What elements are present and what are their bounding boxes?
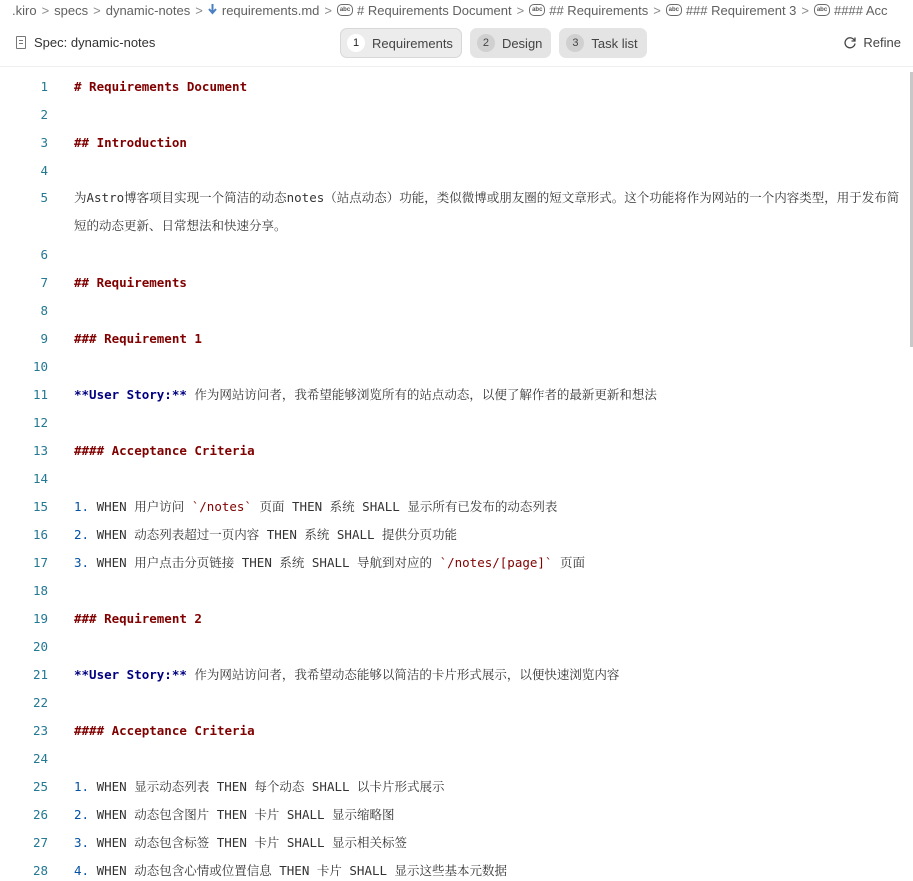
- markdown-heading: ### Requirement 2: [74, 610, 202, 626]
- line-number: 28: [32, 862, 48, 878]
- breadcrumb-label: #### Acc: [834, 2, 888, 18]
- editor-line[interactable]: [0, 604, 913, 632]
- spec-header: [0, 20, 913, 67]
- editor-line[interactable]: [0, 828, 913, 856]
- line-number: 13: [32, 442, 48, 458]
- breadcrumb-separator: >: [653, 2, 661, 18]
- symbol-string-icon: abc: [666, 4, 682, 16]
- breadcrumb: [0, 0, 913, 20]
- markdown-file-icon: [208, 4, 217, 16]
- line-content: [74, 553, 585, 571]
- breadcrumb-separator: >: [516, 2, 525, 18]
- breadcrumb-separator: >: [195, 2, 203, 18]
- tab-label: Design: [501, 35, 543, 51]
- spec-tabs: [340, 28, 647, 58]
- editor-line[interactable]: [0, 688, 913, 716]
- tab-number: 3: [566, 34, 584, 52]
- line-text: WHEN 动态列表超过一页内容 THEN 系统 SHALL 提供分页功能: [89, 527, 458, 542]
- line-content: [74, 184, 902, 240]
- tab-label: Task list: [591, 35, 638, 51]
- line-number: 24: [32, 750, 48, 766]
- refine-label: Refine: [863, 35, 901, 50]
- line-number: 7: [40, 274, 48, 290]
- list-marker: 1.: [74, 779, 90, 794]
- symbol-string-icon: abc: [529, 4, 545, 16]
- line-text: 作为网站访问者，我希望能够浏览所有的站点动态，以便了解作者的最新更新和想法: [186, 387, 657, 402]
- tab-task-list[interactable]: [559, 28, 646, 58]
- editor-line[interactable]: [0, 856, 913, 881]
- breadcrumb-label: requirements.md: [221, 2, 320, 18]
- breadcrumb-label: specs: [54, 2, 89, 18]
- breadcrumb-label: .kiro: [12, 2, 37, 18]
- tab-label: Requirements: [372, 35, 453, 51]
- breadcrumb-separator: >: [41, 2, 50, 18]
- line-number: 11: [32, 386, 48, 402]
- breadcrumb-separator: >: [324, 2, 332, 18]
- editor-line[interactable]: [0, 156, 913, 184]
- breadcrumb-item-requirements[interactable]: [529, 3, 648, 18]
- markdown-heading: # Requirements Document: [74, 78, 248, 94]
- editor-line[interactable]: [0, 660, 913, 688]
- bold-text: **User Story:**: [74, 667, 187, 682]
- spec-label: [16, 35, 155, 50]
- line-number: 26: [32, 806, 48, 822]
- line-text: 作为网站访问者，我希望动态能够以简洁的卡片形式展示，以便快速浏览内容: [186, 667, 620, 682]
- line-number: 9: [40, 330, 48, 346]
- editor-line[interactable]: [0, 744, 913, 772]
- list-marker: 4.: [74, 863, 90, 878]
- line-text: WHEN 动态包含图片 THEN 卡片 SHALL 显示缩略图: [89, 807, 395, 822]
- markdown-heading: ## Introduction: [74, 134, 187, 150]
- line-content: [74, 331, 202, 346]
- editor-line[interactable]: [0, 436, 913, 464]
- editor-line[interactable]: [0, 772, 913, 800]
- breadcrumb-item-kiro[interactable]: [12, 3, 37, 18]
- line-number: 17: [32, 554, 48, 570]
- document-icon: [16, 36, 26, 49]
- tab-number: 1: [347, 34, 365, 52]
- line-text: 页面: [552, 555, 585, 570]
- line-content: [74, 443, 255, 458]
- breadcrumb-item-requirements-md[interactable]: [208, 3, 320, 18]
- editor-line[interactable]: [0, 100, 913, 128]
- line-content: [74, 861, 507, 879]
- editor-line[interactable]: [0, 240, 913, 268]
- editor-line[interactable]: [0, 268, 913, 296]
- markdown-heading: #### Acceptance Criteria: [74, 442, 255, 458]
- line-number: 5: [40, 190, 48, 205]
- line-content: [74, 665, 619, 683]
- editor-line[interactable]: [0, 324, 913, 352]
- tab-design[interactable]: [470, 28, 551, 58]
- tab-number: 2: [477, 34, 495, 52]
- line-text: WHEN 动态包含心情或位置信息 THEN 卡片 SHALL 显示这些基本元数据: [89, 863, 508, 878]
- line-number: 10: [32, 358, 48, 374]
- line-content: [74, 135, 187, 150]
- editor-line[interactable]: [0, 72, 913, 100]
- symbol-string-icon: abc: [337, 4, 353, 16]
- line-content: [74, 833, 407, 851]
- line-number: 6: [40, 246, 48, 262]
- inline-code: `/notes/[page]`: [439, 555, 553, 570]
- line-number: 3: [40, 134, 48, 150]
- line-number: 21: [32, 666, 48, 682]
- markdown-heading: ### Requirement 1: [74, 330, 202, 346]
- breadcrumb-label: dynamic-notes: [105, 2, 191, 18]
- breadcrumb-label: # Requirements Document: [357, 2, 512, 18]
- list-marker: 2.: [74, 807, 90, 822]
- breadcrumb-item-requirement-3[interactable]: [666, 3, 797, 18]
- refresh-icon: [843, 36, 857, 50]
- editor-line[interactable]: [0, 576, 913, 604]
- line-content: [74, 723, 255, 738]
- symbol-string-icon: abc: [814, 4, 830, 16]
- line-number: 4: [40, 162, 48, 178]
- line-number: 19: [32, 610, 48, 626]
- editor-line[interactable]: [0, 492, 913, 520]
- line-text: 页面 THEN 系统 SHALL 显示所有已发布的动态列表: [251, 499, 558, 514]
- breadcrumb-item-acceptance-criteria[interactable]: [814, 3, 888, 18]
- breadcrumb-item-specs[interactable]: [54, 3, 88, 18]
- line-content: [74, 385, 657, 403]
- line-content: [74, 805, 395, 823]
- line-number: 2: [40, 106, 48, 122]
- line-text: WHEN 用户访问: [89, 499, 192, 514]
- breadcrumb-item-requirements-document[interactable]: [337, 3, 512, 18]
- line-number: 8: [40, 302, 48, 318]
- line-text: WHEN 动态包含标签 THEN 卡片 SHALL 显示相关标签: [89, 835, 408, 850]
- list-marker: 3.: [74, 555, 90, 570]
- line-number: 18: [32, 582, 48, 598]
- breadcrumb-label: ## Requirements: [549, 2, 649, 18]
- editor-line[interactable]: [0, 352, 913, 380]
- line-number: 1: [40, 78, 48, 94]
- editor-line[interactable]: [0, 296, 913, 324]
- line-number: 20: [32, 638, 48, 654]
- line-number: 16: [32, 526, 48, 542]
- markdown-editor[interactable]: [0, 72, 913, 881]
- line-content: [74, 275, 187, 290]
- line-number: 14: [32, 470, 48, 486]
- refine-button[interactable]: [843, 35, 901, 50]
- markdown-heading: ## Requirements: [74, 274, 187, 290]
- line-number: 25: [32, 778, 48, 794]
- editor-line[interactable]: [0, 520, 913, 548]
- line-number: 27: [32, 834, 48, 850]
- editor-line[interactable]: [0, 380, 913, 408]
- line-content: [74, 525, 457, 543]
- editor-line[interactable]: [0, 184, 913, 240]
- breadcrumb-separator: >: [801, 2, 809, 18]
- editor-line[interactable]: [0, 800, 913, 828]
- editor-line[interactable]: [0, 408, 913, 436]
- breadcrumb-separator: >: [93, 2, 101, 18]
- line-text: 为Astro博客项目实现一个简洁的动态notes（站点动态）功能，类似微博或朋友圈的短文章形式。这个功能将作为网站的一个内容类型，用于发布简短的动态更新、日常想法和快速分享。: [74, 190, 900, 233]
- editor-line[interactable]: [0, 548, 913, 576]
- breadcrumb-label: ### Requirement 3: [685, 2, 797, 18]
- line-content: [74, 611, 202, 626]
- bold-text: **User Story:**: [74, 387, 187, 402]
- line-content: [74, 79, 247, 94]
- list-marker: 3.: [74, 835, 90, 850]
- spec-title: Spec: dynamic-notes: [34, 35, 156, 50]
- line-number: 15: [32, 498, 48, 514]
- tab-requirements[interactable]: [340, 28, 462, 58]
- list-marker: 1.: [74, 499, 90, 514]
- line-content: [74, 777, 445, 795]
- markdown-heading: #### Acceptance Criteria: [74, 722, 255, 738]
- line-number: 23: [32, 722, 48, 738]
- editor-line[interactable]: [0, 128, 913, 156]
- line-text: WHEN 用户点击分页链接 THEN 系统 SHALL 导航到对应的: [89, 555, 440, 570]
- line-text: WHEN 显示动态列表 THEN 每个动态 SHALL 以卡片形式展示: [89, 779, 445, 794]
- breadcrumb-item-dynamic-notes[interactable]: [106, 3, 191, 18]
- editor-line[interactable]: [0, 716, 913, 744]
- line-number: 22: [32, 694, 48, 710]
- editor-line[interactable]: [0, 632, 913, 660]
- line-number: 12: [32, 414, 48, 430]
- list-marker: 2.: [74, 527, 90, 542]
- inline-code: `/notes`: [191, 499, 252, 514]
- line-content: [74, 497, 557, 515]
- editor-line[interactable]: [0, 464, 913, 492]
